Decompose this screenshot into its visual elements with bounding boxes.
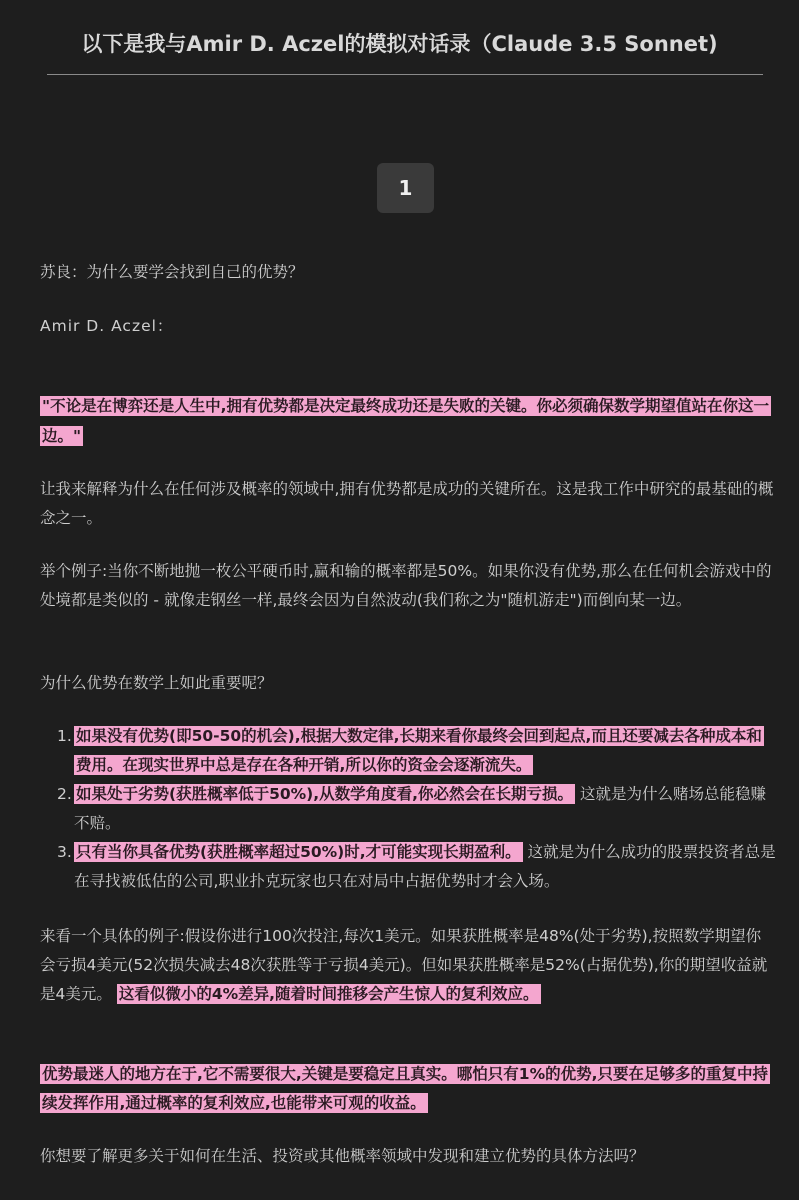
list-text — [74, 838, 777, 896]
example-highlight: 这看似微小的4%差异,随着时间推移会产生惊人的复利效应。 — [118, 985, 539, 1003]
quote-highlight: "不论是在博弈还是人生中,拥有优势都是决定最终成功还是失败的关键。你必须确保数学期望值站在你这一边。" — [42, 397, 769, 445]
list-highlight: 只有当你具备优势(获胜概率超过50%)时,才可能实现长期盈利。 — [76, 843, 521, 861]
list-plain: 这就是为什么成功的股票投资者总是在寻找被低估的公司,职业扑克玩家也只在对局中占据优势时才会入场。 — [74, 843, 776, 890]
list-item — [57, 780, 777, 838]
list-highlight: 如果处于劣势(获胜概率低于50%),从数学角度看,你必然会在长期亏损。 — [76, 785, 574, 803]
paragraph-question: 为什么优势在数学上如此重要呢？ — [40, 674, 273, 692]
paragraph-explain: 让我来解释为什么在任何涉及概率的领域中,拥有优势都是成功的关键所在。这是我工作中研究的最基础的概念之一。 — [40, 480, 774, 527]
speaker-label: Amir D. Aczel： — [40, 317, 174, 335]
list-item — [57, 722, 777, 780]
summary-highlight: 优势最迷人的地方在于,它不需要很大,关键是要稳定且真实。哪怕只有1%的优势,只要在足够多的重复中持续发挥作用,通过概率的复利效应,也能带来可观的收益。 — [42, 1065, 768, 1112]
paragraph-edge-summary — [40, 1060, 775, 1118]
title-divider — [47, 74, 763, 75]
list-item — [57, 838, 777, 896]
paragraph-example: 举个例子:当你不断地抛一枚公平硬币时,赢和输的概率都是50%。如果你没有优势,那么在任何机会游戏中的处境都是类似的 - 就像走钢丝一样,最终会因为自然波动(我们称之为"随机游走")而倒向某一边。 — [40, 562, 772, 609]
example-plain: 来看一个具体的例子:假设你进行100次投注,每次1美元。如果获胜概率是48%(处于劣势),按照数学期望你会亏损4美元(52次损失减去48次获胜等于亏损4美元)。但如果获胜概率是52%(占据优势),你的期望收益就是4美元。 — [40, 927, 768, 1003]
list-text — [74, 722, 777, 780]
list-highlight: 如果没有优势(即50-50的机会),根据大数定律,长期来看你最终会回到起点,而且还要减去各种成本和费用。在现实世界中总是存在各种开销,所以你的资金会逐渐流失。 — [76, 727, 762, 774]
paragraph-concrete-example — [40, 922, 775, 1009]
question-text: 苏良：为什么要学会找到自己的优势？ — [40, 263, 304, 281]
list-text — [74, 780, 777, 838]
section-number-badge: 1 — [377, 163, 434, 213]
page-title: 以下是我与Amir D. Aczel的模拟对话录（Claude 3.5 Sonnet) — [81, 32, 718, 56]
quote-paragraph — [40, 391, 775, 451]
list-number: 1. — [57, 727, 72, 745]
list-number: 3. — [57, 843, 72, 861]
list-plain: 这就是为什么赌场总能稳赚不赔。 — [74, 785, 766, 832]
reasons-list — [57, 722, 777, 896]
list-number: 2. — [57, 785, 72, 803]
closing-question: 你想要了解更多关于如何在生活、投资或其他概率领域中发现和建立优势的具体方法吗？ — [40, 1147, 645, 1165]
